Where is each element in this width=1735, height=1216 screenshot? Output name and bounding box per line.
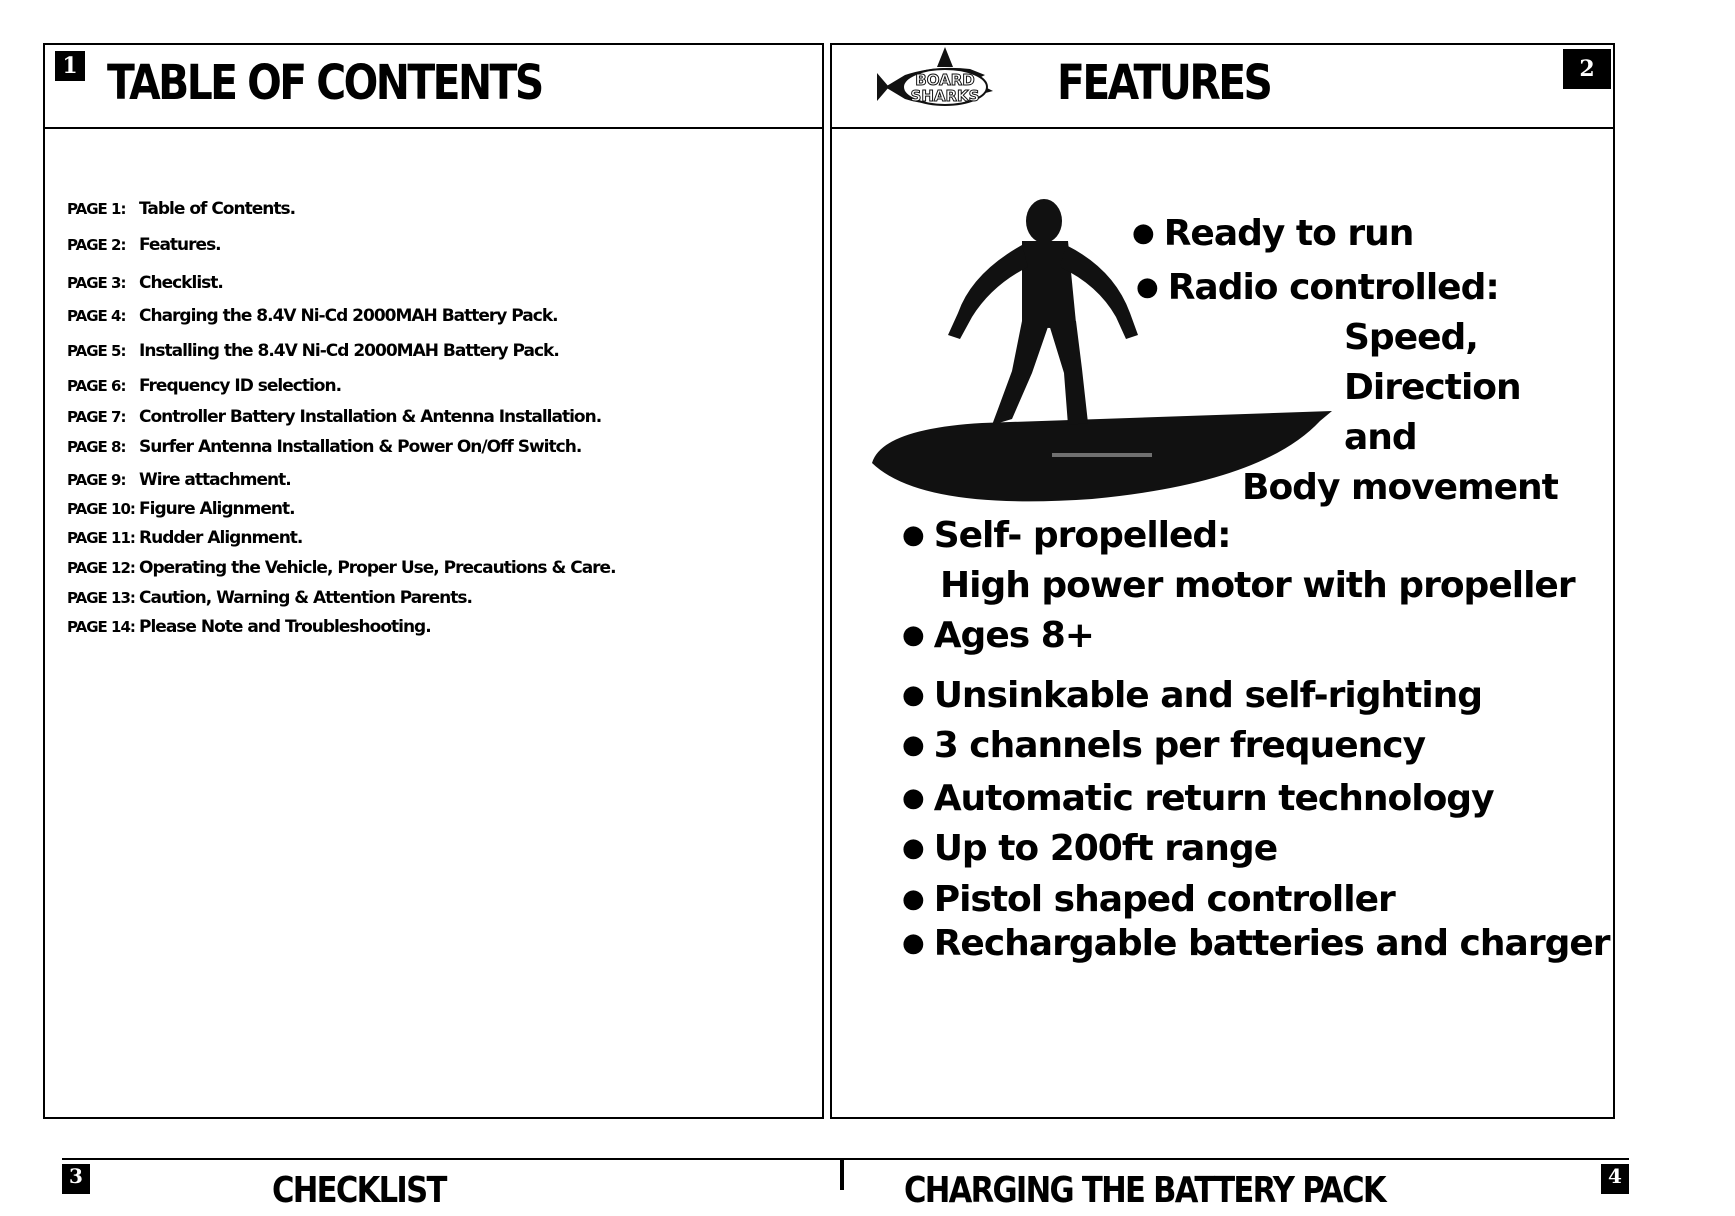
toc-entry: PAGE 14: Please Note and Troubleshooting. bbox=[67, 617, 431, 637]
toc-entry: PAGE 7: Controller Battery Installation & Antenna Installation. bbox=[67, 407, 602, 427]
feature-item: ● 3 channels per frequency bbox=[902, 725, 1425, 766]
board-sharks-logo bbox=[875, 45, 1015, 127]
toc-entry: PAGE 4: Charging the 8.4V Ni-Cd 2000MAH Battery Pack. bbox=[67, 306, 558, 326]
page-title: TABLE OF CONTENTS bbox=[107, 55, 542, 111]
features-header bbox=[832, 45, 1613, 129]
toc-entry: PAGE 5: Installing the 8.4V Ni-Cd 2000MAH Battery Pack. bbox=[67, 341, 559, 361]
feature-item: ● Ages 8+ bbox=[902, 615, 1094, 656]
feature-item: Body movement bbox=[1242, 467, 1558, 508]
toc-entry: PAGE 10: Figure Alignment. bbox=[67, 499, 295, 519]
logo-text-board: BOARD bbox=[915, 71, 975, 89]
feature-item: ● Radio controlled: bbox=[1136, 267, 1499, 308]
toc-entry: PAGE 6: Frequency ID selection. bbox=[67, 376, 342, 396]
page-title: FEATURES bbox=[1057, 55, 1271, 111]
toc-entry: PAGE 9: Wire attachment. bbox=[67, 470, 291, 490]
feature-item: ● Automatic return technology bbox=[902, 778, 1494, 819]
toc-entry: PAGE 11: Rudder Alignment. bbox=[67, 528, 303, 548]
page-number-badge: 2 bbox=[1563, 49, 1611, 89]
page-title: CHARGING THE BATTERY PACK bbox=[904, 1170, 1385, 1211]
feature-item: Speed, bbox=[1344, 317, 1478, 358]
page-number-badge: 4 bbox=[1601, 1164, 1629, 1194]
next-page-header-right bbox=[840, 1158, 1629, 1211]
feature-item: High power motor with propeller bbox=[940, 565, 1575, 606]
feature-item: ● Self- propelled: bbox=[902, 515, 1231, 556]
toc-entry: PAGE 12: Operating the Vehicle, Proper Use, Precautions & Care. bbox=[67, 558, 616, 578]
toc-entry: PAGE 1: Table of Contents. bbox=[67, 199, 296, 219]
feature-item: ● Up to 200ft range bbox=[902, 828, 1277, 869]
feature-item: ● Pistol shaped controller bbox=[902, 879, 1395, 920]
feature-item: ● Ready to run bbox=[1132, 213, 1413, 254]
features-page bbox=[830, 43, 1615, 1119]
next-page-header-left bbox=[62, 1158, 842, 1211]
feature-item: ● Unsinkable and self-righting bbox=[902, 675, 1482, 716]
toc-entry: PAGE 2: Features. bbox=[67, 235, 221, 255]
toc-entry: PAGE 8: Surfer Antenna Installation & Power On/Off Switch. bbox=[67, 437, 582, 457]
page-title: CHECKLIST bbox=[272, 1170, 446, 1211]
table-of-contents-page bbox=[43, 43, 824, 1119]
feature-item: ● Rechargable batteries and charger bbox=[902, 923, 1610, 964]
page-number-badge: 3 bbox=[62, 1164, 90, 1194]
toc-header bbox=[45, 45, 822, 129]
feature-item: and bbox=[1344, 417, 1417, 458]
toc-entry: PAGE 13: Caution, Warning & Attention Parents. bbox=[67, 588, 472, 608]
page-number-badge: 1 bbox=[55, 51, 85, 81]
toc-entry: PAGE 3: Checklist. bbox=[67, 273, 223, 293]
feature-item: Direction bbox=[1344, 367, 1521, 408]
logo-text-sharks: SHARKS bbox=[910, 87, 980, 105]
